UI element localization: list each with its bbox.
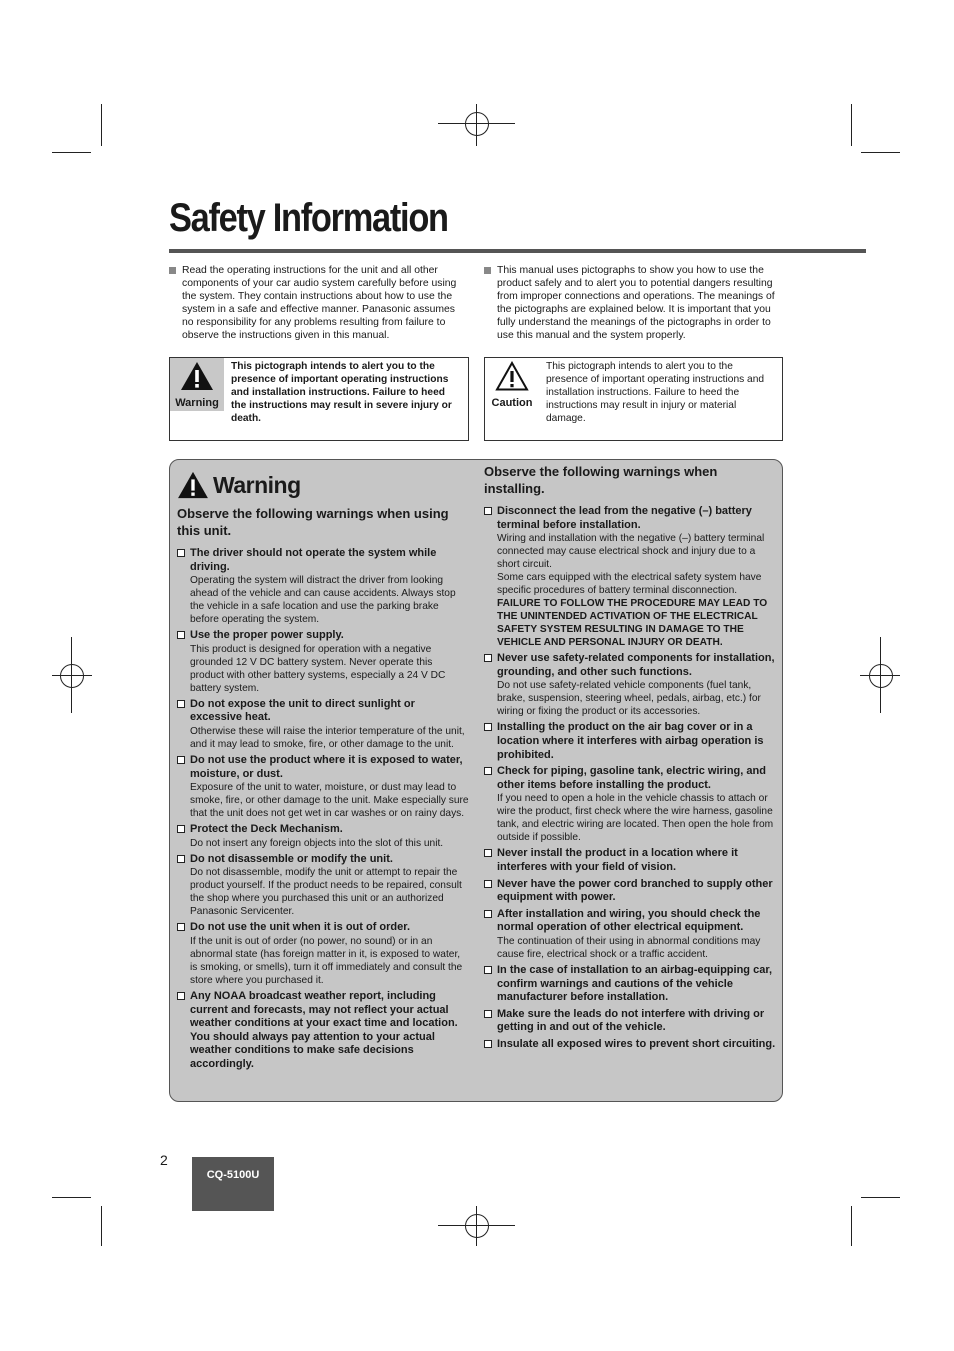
warning-item-heading: Do not disassemble or modify the unit. [190,852,393,865]
warning-right-column [484,463,776,1054]
warning-item-heading: Protect the Deck Mechanism. [190,823,343,836]
warning-item-body: Otherwise these will raise the interior temperature of the unit, and it may lead to smoke, fire, or other damage to the unit. [190,725,465,750]
caution-pictograph-box [484,357,783,441]
crop-mark [52,152,91,153]
warning-item [484,765,776,844]
warning-item-body: If the unit is out of order (no power, no sound) or in an abnormal state (has foreign matter in it, is exposed to water, is smoking, or smells), turn it off immediately and consult the store where you purchased it. [190,935,463,986]
checkbox-bullet-icon [484,507,492,515]
checkbox-bullet-icon [177,631,185,639]
caution-label: Caution [491,397,533,409]
warning-item [177,823,469,850]
checkbox-bullet-icon [177,756,185,764]
warning-item [484,505,776,649]
warning-item-body: This product is designed for operation with a negative grounded 12 V DC battery system. Never operate this product with other battery systems, especially a 24 V DC battery system. [190,643,446,694]
warning-item-heading: Check for piping, gasoline tank, electric wiring, and other items before installing the product. [497,765,766,791]
registration-mark [869,664,893,688]
checkbox-bullet-icon [484,767,492,775]
square-bullet-icon [484,267,491,274]
intro-left-text: Read the operating instructions for the unit and all other components of your car audio system carefully before using the system. They contain instructions about how to use the system in a safe and effective manner. Panasonic assumes no responsibility for any problems resulting from failure to observe the instructions given in this manual. [182,265,457,341]
warning-item-heading: Insulate all exposed wires to prevent short circuiting. [497,1037,776,1050]
model-badge: CQ-5100U [192,1157,274,1211]
warning-item-heading: Use the proper power supply. [190,629,344,642]
warning-item-heading: Make sure the leads do not interfere with driving or getting in and out of the vehicle. [497,1007,765,1034]
checkbox-bullet-icon [484,880,492,888]
registration-mark [465,1214,489,1238]
checkbox-bullet-icon [484,966,492,974]
right-warning-list [484,505,776,1051]
left-warning-list [177,547,469,1072]
warning-item-heading: Do not use the product where it is exposed to water, moisture, or dust. [190,753,463,780]
square-bullet-icon [169,267,176,274]
warning-item [177,921,469,987]
warning-item-body: Exposure of the unit to water, moisture, or dust may lead to smoke, fire, or other damage to the unit. Make especially sure that the unit does not get wet in car washes or on rainy days. [190,782,469,820]
warning-item [484,964,776,1005]
checkbox-bullet-icon [177,700,185,708]
warning-item [484,908,776,961]
warning-item [177,853,469,919]
warning-item [177,990,469,1072]
warning-item-body: Wiring and installation with the negative (–) battery terminal connected may cause electrical shock and injury due to a short circuit. [497,533,765,571]
page-title: Safety Information [169,196,448,240]
checkbox-bullet-icon [177,549,185,557]
checkbox-bullet-icon [484,910,492,918]
checkbox-bullet-icon [177,855,185,863]
warning-item-heading: Any NOAA broadcast weather report, including current and forecasts, may not reflect your actual weather conditions at your exact time and location. You should always pay attention to your actual weather conditions to make safe decisions accordingly. [190,989,458,1070]
warning-item-body: The continuation of their using in abnormal conditions may cause fire, electrical shock or a traffic accident. [497,935,761,960]
warning-item [484,721,776,762]
page-number: 2 [160,1152,168,1168]
warning-item [484,878,776,905]
checkbox-bullet-icon [484,1010,492,1018]
warning-item-heading: In the case of installation to an airbag-equipping car, confirm warnings and cautions of the vehicle manufacturer before installation. [497,963,773,1004]
warning-item [177,754,469,820]
crop-mark [851,1206,852,1246]
warning-item-body: FAILURE TO FOLLOW THE PROCEDURE MAY LEAD TO THE UNINTENDED ACTIVATION OF THE ELECTRICAL SAFETY SYSTEM RESULTING IN DAMAGE TO THE VEHICLE AND PERSONAL INJURY OR DEATH. [497,598,768,649]
right-subheading: Observe the following warnings when installing. [484,464,718,496]
crop-mark [101,104,102,146]
warning-item [177,629,469,695]
warning-triangle-icon [177,471,209,499]
checkbox-bullet-icon [177,992,185,1000]
warning-heading [177,471,469,499]
warning-icon-cell [170,358,224,411]
warning-item-heading: Never use safety-related components for installation, grounding, and other such functions. [497,652,775,678]
warning-item-heading: Do not use the unit when it is out of order. [190,921,410,934]
registration-mark [60,664,84,688]
warning-triangle-icon [180,361,214,391]
crop-mark [851,104,852,146]
warning-pictograph-box [169,357,469,441]
intro-left [169,264,469,342]
warning-item-body: Operating the system will distract the driver from looking ahead of the vehicle and can cause accidents. Always stop the vehicle in a safe location and use the parking brake before operating the system. [190,575,456,626]
warning-label: Warning [175,397,219,409]
checkbox-bullet-icon [177,825,185,833]
warning-item-body: Do not insert any foreign objects into the slot of this unit. [190,837,444,849]
intro-right [484,264,782,342]
warning-item-heading: Disconnect the lead from the negative (–) battery terminal before installation. [497,505,752,531]
warning-item [484,847,776,874]
warning-item-body: If you need to open a hole in the vehicle chassis to attach or wire the product, first check where the wire harness, gasoline tank, and electric wiring are located. Then open the hole from outside if possible. [497,793,774,844]
checkbox-bullet-icon [484,1040,492,1048]
warning-item [484,1038,776,1052]
checkbox-bullet-icon [484,849,492,857]
warning-item-heading: Do not expose the unit to direct sunlight or excessive heat. [190,697,415,724]
crop-mark [861,1197,900,1198]
warning-item-heading: Installing the product on the air bag cover or in a location where it interferes with airbag operation is prohibited. [497,721,764,761]
crop-mark [101,1206,102,1246]
title-rule [169,249,866,253]
warning-title: Warning [213,471,301,498]
caution-icon-cell [485,358,539,411]
crop-mark [52,1197,91,1198]
checkbox-bullet-icon [177,923,185,931]
warning-item-heading: Never have the power cord branched to supply other equipment with power. [497,877,773,904]
warning-item [177,547,469,626]
checkbox-bullet-icon [484,654,492,662]
warning-item-body: Do not disassemble, modify the unit or attempt to repair the product yourself. If the product needs to be repaired, consult the shop where you purchased this unit or an authorized Panasonic Servicenter. [190,867,462,918]
left-subheading: Observe the following warnings when using this unit. [177,506,449,538]
registration-mark [465,112,489,136]
warning-item-body: Some cars equipped with the electrical safety system have specific procedures of battery terminal disconnection. [497,572,762,597]
warning-left-column [177,471,469,1075]
intro-right-text: This manual uses pictographs to show you how to use the product safely and to alert you to potential dangers resulting from improper connections and operations. The meanings of the pictographs are explained below. It is important that you fully understand the meanings of the pictographs in order to use this manual and the system properly. [497,265,775,341]
warning-item-heading: Never install the product in a location where it interferes with your field of vision. [497,847,738,873]
warning-item [484,652,776,718]
caution-triangle-icon [495,361,529,391]
warning-pictograph-text: This pictograph intends to alert you to the presence of important operating instructions and installation instructions. Failure to heed the instructions may result in severe injury or death. [231,361,452,424]
caution-pictograph-text: This pictograph intends to alert you to the presence of important operating instructions and installation instructions. Failure to heed the instructions may result in injury or material damage. [546,361,765,424]
warning-item [484,1008,776,1035]
warning-item [177,698,469,751]
crop-mark [861,152,900,153]
checkbox-bullet-icon [484,723,492,731]
warning-item-heading: The driver should not operate the system while driving. [190,547,437,573]
warning-item-body: Do not use safety-related vehicle components (fuel tank, brake, suspension, steering wheel, pedals, airbag, etc.) for wiring or fixing the product or its accessories. [497,680,761,718]
warning-item-heading: After installation and wiring, you should check the normal operation of other electrical equipment. [497,907,761,934]
